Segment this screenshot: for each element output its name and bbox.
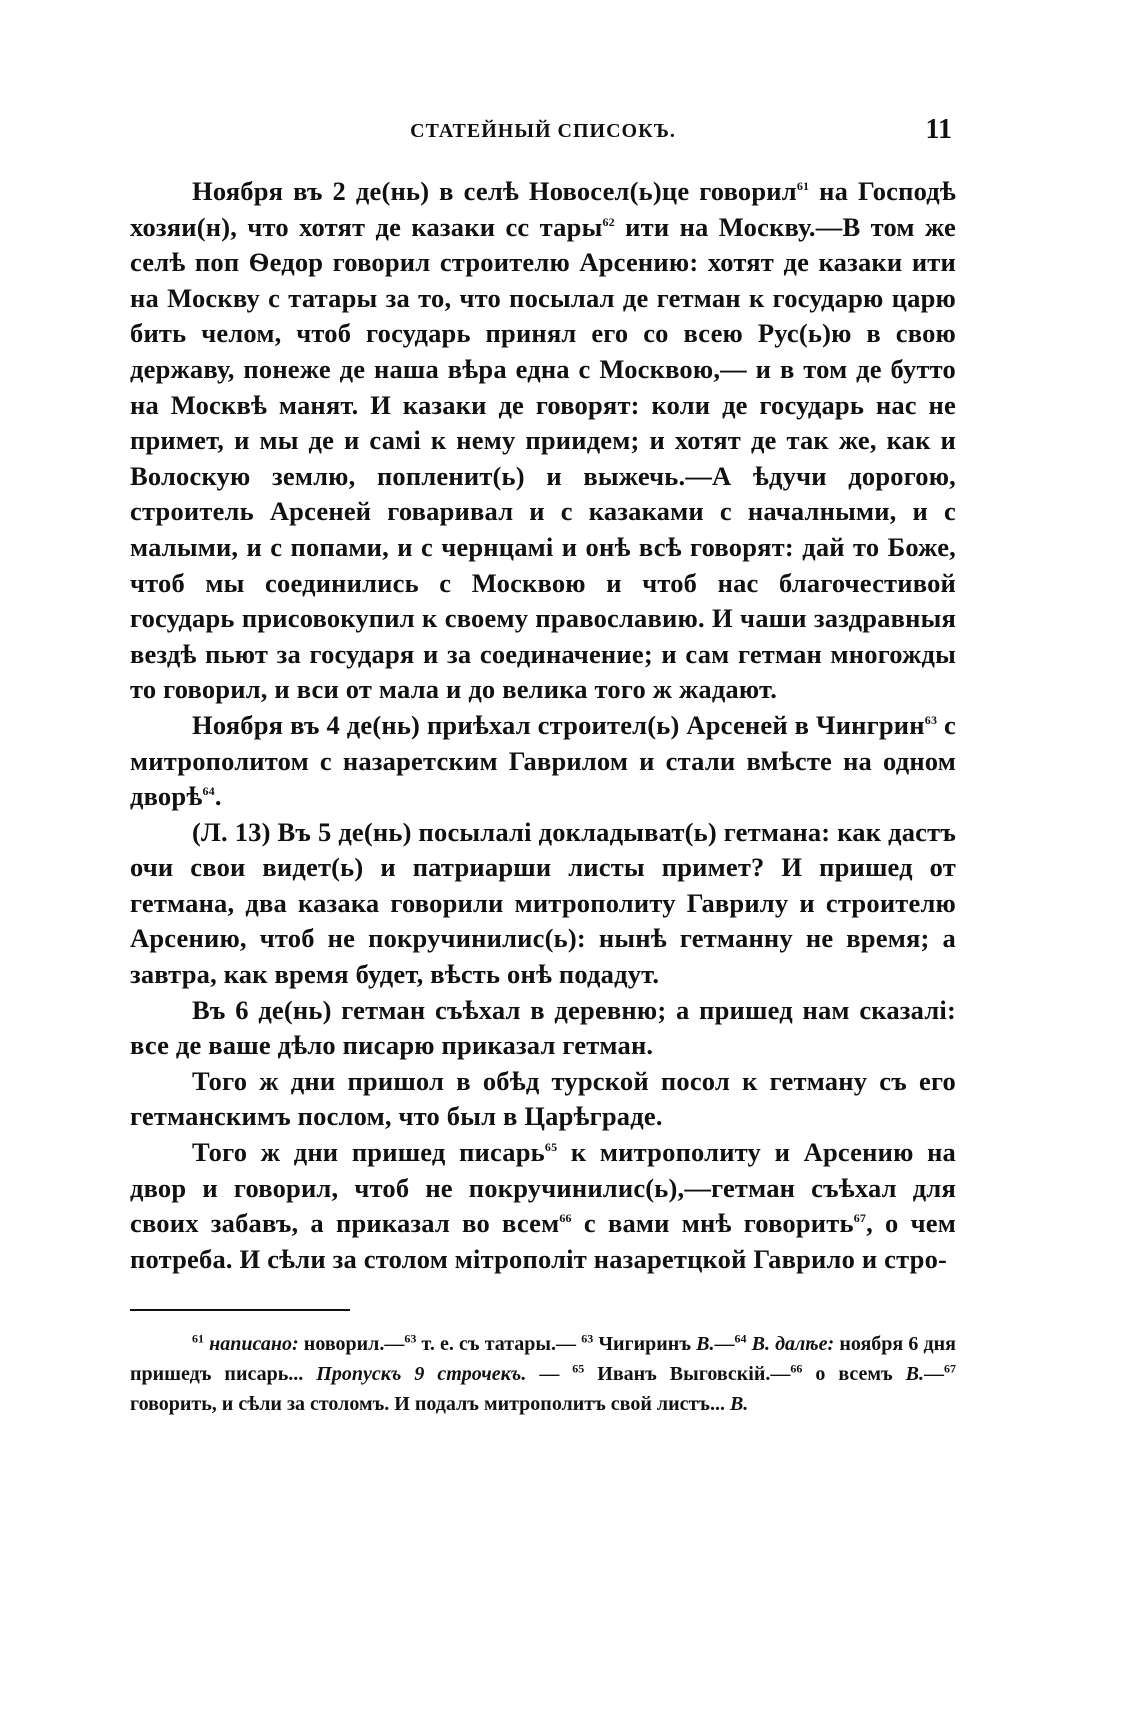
paragraph-2-text-a: Ноября въ 4 де(нь) приѣхал строител(ь) Арсеней в Чингрин [192, 709, 925, 740]
paragraph-2 [130, 708, 956, 815]
paragraph-1-text-c: ити на Москву.—В том же селѣ поп Ѳедор говорил строителю Арсению: хотят де казаки ити на Москву с татары за то, что посылал де гетман к государю царю бить челом, чтоб государь принял его со всею Рус(ь)ю в свою державу, понеже де наша вѣра една с Москвою,— и в том де бутто на Москвѣ манят. И казаки де говорят: коли де государь нас не примет, и мы де и самі к нему приидем; и хотят де так же, как и Волоскую землю, попленит(ь) и выжечь.—А ѣдучи дорогою, строитель Арсеней говаривал и с казаками с началными, и с малыми, и с попами, и с чернцамі и онѣ всѣ говорят: дай то Боже, чтоб мы соединились с Москвою и чтоб нас благочестивой государь присовокупил к своему православию. И чаши заздравныя вездѣ пьют за государя и за соединачение; и сам гетман многожды то говорил, и вси от мала и до велика того ж жадают. [130, 211, 956, 705]
main-text [130, 174, 956, 1277]
paragraph-6-text-b: к митрополиту и Арсению на двор и говорил, чтоб не покручинилис(ь),—гетман съѣхал для своих забавъ, а приказал во всем [130, 1137, 957, 1239]
footnote-63-text: Чигиринъ [593, 1333, 697, 1356]
footnote-62-text: т. е. съ татары.— [416, 1333, 582, 1356]
running-head [130, 110, 956, 150]
paragraph-6-text-c: с вами мнѣ говорить [571, 1208, 854, 1239]
footnote-num-66: 66 [790, 1361, 803, 1376]
footnote-67-text: говорить, и сѣли за столомъ. И подалъ митрополитъ свой листъ... [130, 1393, 730, 1416]
footnote-66-source: В. [905, 1363, 924, 1386]
footnote-ref-65: 65 [544, 1140, 558, 1155]
footnote-66-text: о всемъ [802, 1363, 906, 1386]
footnote-63-source: В. [696, 1333, 715, 1356]
footnote-dash: — [714, 1333, 735, 1356]
footnote-num-65: 65 [572, 1361, 585, 1376]
footnote-block [130, 1329, 956, 1419]
paragraph-6 [130, 1135, 956, 1277]
footnote-61-label: написано: [209, 1333, 299, 1356]
footnote-divider [130, 1309, 350, 1311]
footnotes [130, 1329, 956, 1419]
footnote-ref-61: 61 [796, 179, 810, 194]
footnote-ref-63: 63 [924, 713, 938, 728]
paragraph-2-text-c: . [214, 781, 222, 812]
footnote-64-text: ноября 6 дня пришедъ писарь... [130, 1333, 957, 1386]
footnote-num-67: 67 [944, 1361, 956, 1376]
paragraph-2-text-b: с митрополитом с назаретским Гаврилом и стали вмѣсте на одном дворѣ [130, 709, 956, 812]
footnote-ref-67: 67 [853, 1211, 867, 1226]
paragraph-5: Того ж дни пришол в обѣд турской посол к гетману съ его гетманскимъ послом, что был в Царѣграде. [130, 1065, 956, 1132]
footnote-64-source: В. далѣе: [746, 1333, 835, 1356]
footnote-dash: — [526, 1363, 573, 1386]
footnote-67-source: В. [729, 1393, 749, 1416]
paragraph-1 [130, 174, 956, 708]
footnote-num-63: 63 [581, 1331, 594, 1346]
footnote-dash: — [924, 1363, 944, 1386]
footnote-65-text: Иванъ Выговскій.— [584, 1363, 791, 1386]
paragraph-1-text-b: на Господѣ хозяи(н), что хотят де казаки сс тары [130, 176, 956, 242]
footnote-num-61: 61 [192, 1331, 204, 1346]
footnote-61-text: новорил.— [298, 1333, 405, 1356]
running-title: СТАТЕЙНЫЙ СПИСОКЪ. [410, 120, 676, 142]
footnote-64-note: Пропускъ 9 строчекъ. [316, 1363, 527, 1386]
footnote-num-62: 63 [404, 1331, 417, 1346]
paragraph-1-text-a: Ноября въ 2 де(нь) в селѣ Новосел(ь)це говорил [192, 176, 797, 206]
footnote-ref-66: 66 [559, 1211, 572, 1226]
footnote-ref-62: 62 [602, 214, 615, 229]
paragraph-4: Въ 6 де(нь) гетман съѣхал в деревню; а пришед нам сказалі: все де ваше дѣло писарю приказал гетман. [130, 994, 956, 1061]
footnote-num-64: 64 [734, 1331, 747, 1346]
footnote-ref-64: 64 [202, 784, 215, 799]
paragraph-3: (Л. 13) Въ 5 де(нь) посылалі докладыват(ь) гетмана: как дастъ очи свои видет(ь) и патриарши листы примет? И пришед от гетмана, два казака говорили митрополиту Гаврилу и строителю Арсению, чтоб не покручинилис(ь): нынѣ гетманну не время; а завтра, как время будет, вѣсть онѣ подадут. [130, 816, 956, 990]
book-page [130, 110, 956, 1419]
paragraph-6-text-a: Того ж дни пришед писарь [192, 1137, 545, 1168]
page-number: 11 [925, 114, 952, 145]
paragraph-6-text-d: , о чем потреба. И сѣли за столом мітрополіт назаретцкой Гаврило и стро- [130, 1208, 956, 1274]
